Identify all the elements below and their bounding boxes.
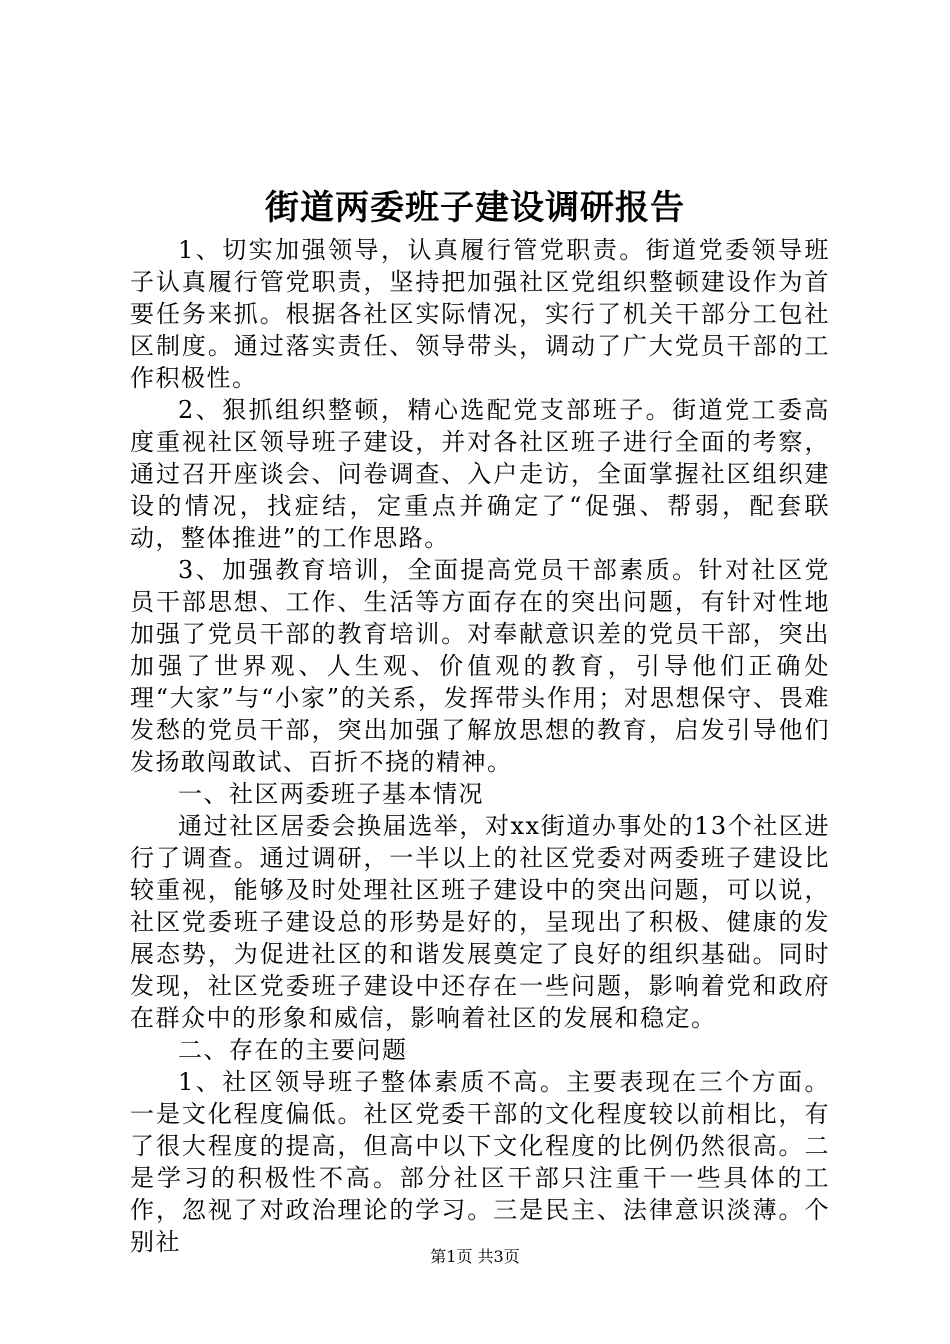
document-body	[130, 234, 830, 1258]
section-heading-basic-situation: 一、社区两委班子基本情况	[178, 780, 484, 808]
section-heading-main-problems: 二、存在的主要问题	[178, 1036, 408, 1064]
paragraph-leadership: 1、切实加强领导，认真履行管党职责。街道党委领导班子认真履行管党职责，坚持把加强社区党组织整顿建设作为首要任务来抓。根据各社区实际情况，实行了机关干部分工包社区制度。通过落实责任、领导带头，调动了广大党员干部的工作积极性。	[130, 236, 830, 392]
paragraph-survey: 通过社区居委会换届选举，对xx街道办事处的13个社区进行了调查。通过调研，一半以上的社区党委对两委班子建设比较重视，能够及时处理社区班子建设中的突出问题，可以说，社区党委班子建设总的形势是好的，呈现出了积极、健康的发展态势，为促进社区的和谐发展奠定了良好的组织基础。同时发现，社区党委班子建设中还存在一些问题，影响着党和政府在群众中的形象和威信，影响着社区的发展和稳定。	[130, 812, 830, 1032]
paragraph-quality: 1、社区领导班子整体素质不高。主要表现在三个方面。一是文化程度偏低。社区党委干部的文化程度较以前相比，有了很大程度的提高，但高中以下文化程度的比例仍然很高。二是学习的积极性不高。部分社区干部只注重干一些具体的工作，忽视了对政治理论的学习。三是民主、法律意识淡薄。个别社	[130, 1068, 830, 1256]
paragraph-education: 3、加强教育培训，全面提高党员干部素质。针对社区党员干部思想、工作、生活等方面存在的突出问题，有针对性地加强了党员干部的教育培训。对奉献意识差的党员干部，突出加强了世界观、人生观、价值观的教育，引导他们正确处理“大家”与“小家”的关系，发挥带头作用；对思想保守、畏难发愁的党员干部，突出加强了解放思想的教育，启发引导他们发扬敢闯敢试、百折不挠的精神。	[130, 556, 830, 776]
page-number-footer: 第1页 共3页	[430, 1247, 520, 1266]
document-title: 街道两委班子建设调研报告	[265, 188, 685, 228]
paragraph-organization: 2、狠抓组织整顿，精心选配党支部班子。街道党工委高度重视社区领导班子建设，并对各社区班子进行全面的考察，通过召开座谈会、问卷调查、入户走访，全面掌握社区组织建设的情况，找症结，定重点并确定了“促强、帮弱，配套联动，整体推进”的工作思路。	[130, 396, 830, 552]
